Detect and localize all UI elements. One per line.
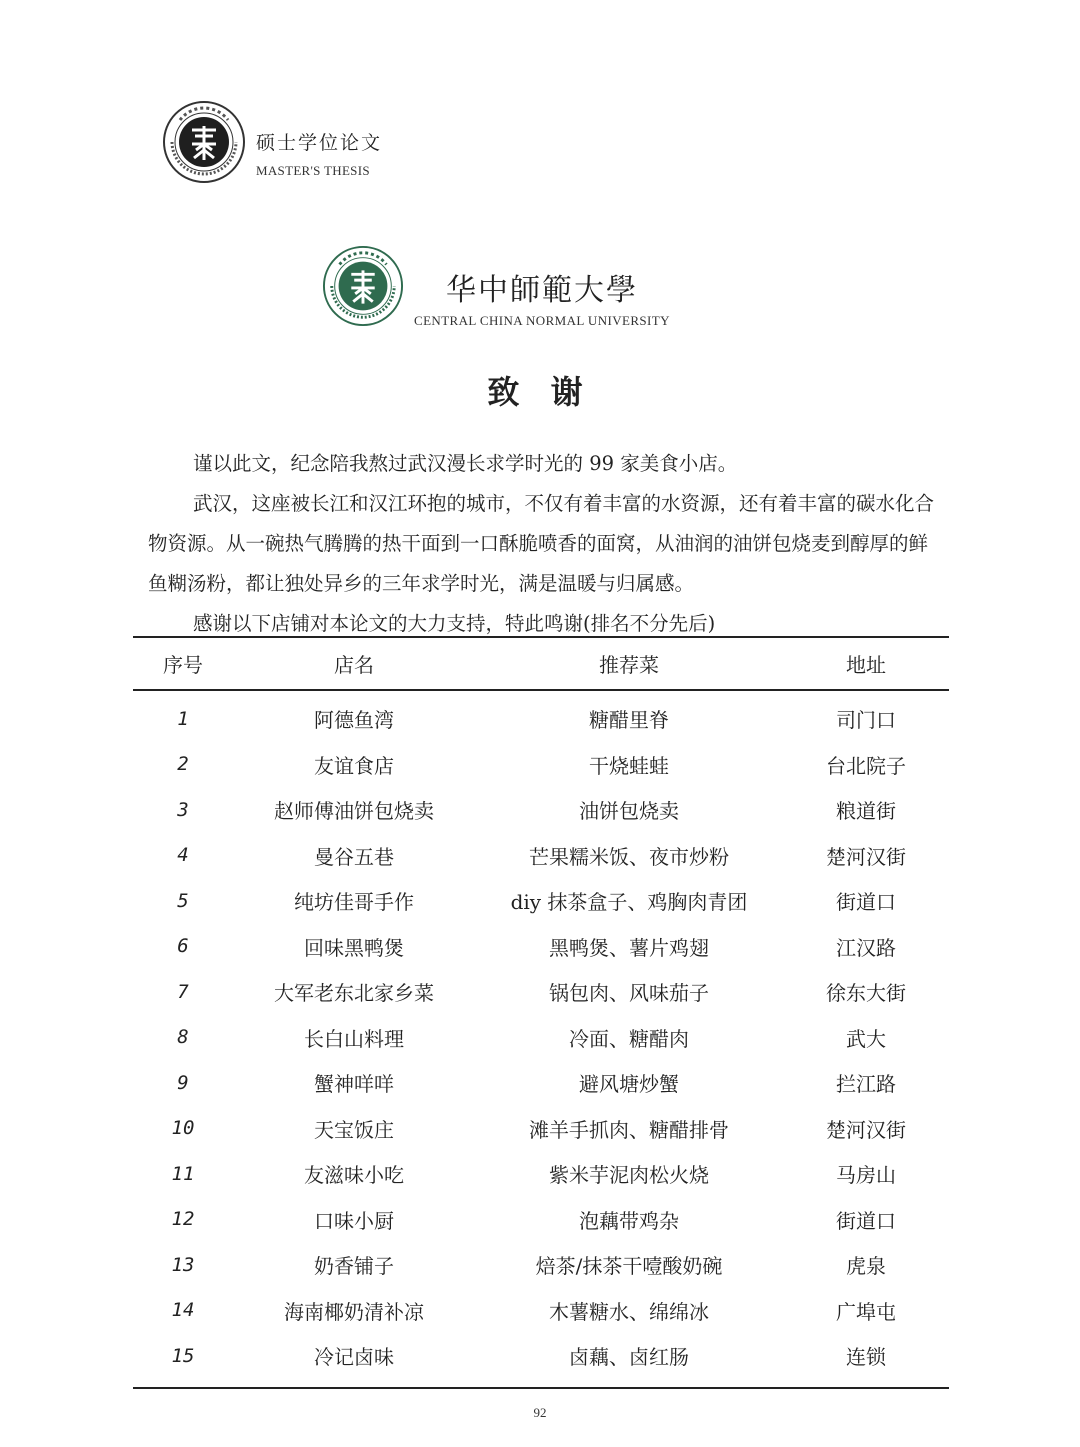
- table-row: [133, 1197, 949, 1243]
- row-address: 虎泉: [846, 1254, 886, 1279]
- row-shop: 天宝饭庄: [314, 1117, 394, 1142]
- row-dish: 避风塘炒蟹: [579, 1072, 679, 1097]
- row-index: 14: [171, 1299, 195, 1322]
- header-shop: 店名: [334, 653, 374, 677]
- restaurant-table: [133, 636, 949, 1389]
- row-shop: 口味小厨: [314, 1208, 394, 1233]
- header-dish: 推荐菜: [599, 653, 659, 677]
- table-row: [133, 1151, 949, 1197]
- row-address: 街道口: [836, 890, 896, 915]
- table-header-row: [133, 638, 949, 689]
- row-index: 2: [177, 753, 189, 776]
- row-index: 4: [177, 844, 189, 867]
- row-shop: 友谊食店: [314, 753, 394, 778]
- thesis-title-cn: 硕士学位论文: [256, 132, 383, 154]
- table-row: [133, 1333, 949, 1379]
- row-shop: 冷记卤味: [314, 1345, 394, 1370]
- header-index: 序号: [163, 653, 203, 677]
- row-index: 5: [177, 889, 189, 912]
- row-dish: 糖醋里脊: [589, 708, 669, 733]
- row-address: 台北院子: [826, 753, 906, 778]
- row-dish: 黑鸭煲、薯片鸡翅: [549, 935, 709, 960]
- table-row: [133, 878, 949, 924]
- row-index: 9: [177, 1071, 189, 1094]
- university-seal-icon: [162, 100, 246, 184]
- row-shop: 奶香铺子: [314, 1254, 394, 1279]
- page-heading: 致 谢: [487, 373, 593, 411]
- row-shop: 曼谷五巷: [314, 844, 394, 869]
- row-index: 3: [177, 798, 189, 821]
- paragraph-thanks: 感谢以下店铺对本论文的大力支持，特此鸣谢(排名不分先后): [193, 612, 716, 635]
- row-address: 广埠屯: [836, 1299, 896, 1324]
- table-row: [133, 969, 949, 1015]
- row-index: 7: [177, 980, 189, 1003]
- row-address: 马房山: [836, 1163, 896, 1188]
- row-shop: 友滋味小吃: [304, 1163, 404, 1188]
- row-dish: 紫米芋泥肉松火烧: [549, 1163, 709, 1188]
- table-row: [133, 833, 949, 879]
- university-name-cn: 华中師範大學: [446, 273, 638, 308]
- row-dish: diy 抹茶盒子、鸡胸肉青团: [510, 890, 748, 915]
- table-row: [133, 696, 949, 742]
- thesis-title-en: MASTER'S THESIS: [256, 163, 370, 178]
- table-row: [133, 787, 949, 833]
- row-address: 江汉路: [836, 935, 896, 960]
- row-dish: 锅包肉、风味茄子: [549, 981, 709, 1006]
- table-row: [133, 1106, 949, 1152]
- row-address: 楚河汉街: [826, 844, 906, 869]
- university-logo-icon: [322, 245, 404, 327]
- row-shop: 纯坊佳哥手作: [294, 890, 414, 915]
- row-address: 徐东大街: [826, 981, 906, 1006]
- row-address: 连锁: [846, 1345, 886, 1370]
- row-index: 13: [171, 1253, 195, 1276]
- row-index: 11: [171, 1162, 195, 1185]
- row-dish: 木薯糖水、绵绵冰: [549, 1299, 709, 1324]
- row-address: 司门口: [836, 708, 896, 733]
- row-dish: 卤藕、卤红肠: [569, 1345, 689, 1370]
- row-dish: 焙茶/抹茶干噎酸奶碗: [535, 1254, 723, 1279]
- table-row: [133, 924, 949, 970]
- row-shop: 蟹神咩咩: [314, 1072, 394, 1097]
- row-dish: 油饼包烧卖: [579, 799, 679, 824]
- table-body: [133, 691, 949, 1387]
- paragraph-dedication: 谨以此文，纪念陪我熬过武汉漫长求学时光的 99 家美食小店。: [193, 452, 738, 475]
- header-address: 地址: [846, 653, 886, 677]
- row-index: 10: [171, 1117, 195, 1140]
- row-dish: 冷面、糖醋肉: [569, 1026, 689, 1051]
- row-shop: 阿德鱼湾: [314, 708, 394, 733]
- row-address: 街道口: [836, 1208, 896, 1233]
- table-row: [133, 1015, 949, 1061]
- row-shop: 赵师傅油饼包烧卖: [274, 799, 434, 824]
- row-index: 12: [171, 1208, 195, 1231]
- row-shop: 长白山料理: [304, 1026, 404, 1051]
- table-row: [133, 1242, 949, 1288]
- university-name-en: CENTRAL CHINA NORMAL UNIVERSITY: [414, 313, 670, 328]
- table-row: [133, 1060, 949, 1106]
- table-row: [133, 1288, 949, 1334]
- row-address: 武大: [846, 1026, 886, 1051]
- row-index: 8: [177, 1026, 189, 1049]
- row-dish: 滩羊手抓肉、糖醋排骨: [529, 1117, 729, 1142]
- row-dish: 泡藕带鸡杂: [579, 1208, 679, 1233]
- page-number: 92: [533, 1405, 547, 1420]
- row-address: 楚河汉街: [826, 1117, 906, 1142]
- row-address: 拦江路: [836, 1072, 896, 1097]
- table-bottom-rule: [133, 1387, 949, 1389]
- row-index: 15: [171, 1344, 195, 1367]
- row-shop: 大军老东北家乡菜: [274, 981, 434, 1006]
- row-address: 粮道街: [836, 799, 896, 824]
- paragraph-wuhan: 武汉，这座被长江和汉江环抱的城市，不仅有着丰富的水资源，还有着丰富的碳水化合物资源。从一碗热气腾腾的热干面到一口酥脆喷香的面窝，从油润的油饼包烧麦到醇厚的鲜鱼糊汤粉，都让独处异乡的三年求学时光，满是温暖与归属感。: [148, 492, 935, 595]
- row-dish: 芒果糯米饭、夜市炒粉: [529, 844, 729, 869]
- row-index: 1: [177, 707, 189, 730]
- row-index: 6: [177, 935, 189, 958]
- row-dish: 干烧蛙蛙: [589, 753, 669, 778]
- row-shop: 海南椰奶清补凉: [284, 1299, 424, 1324]
- table-row: [133, 742, 949, 788]
- row-shop: 回味黑鸭煲: [304, 935, 404, 960]
